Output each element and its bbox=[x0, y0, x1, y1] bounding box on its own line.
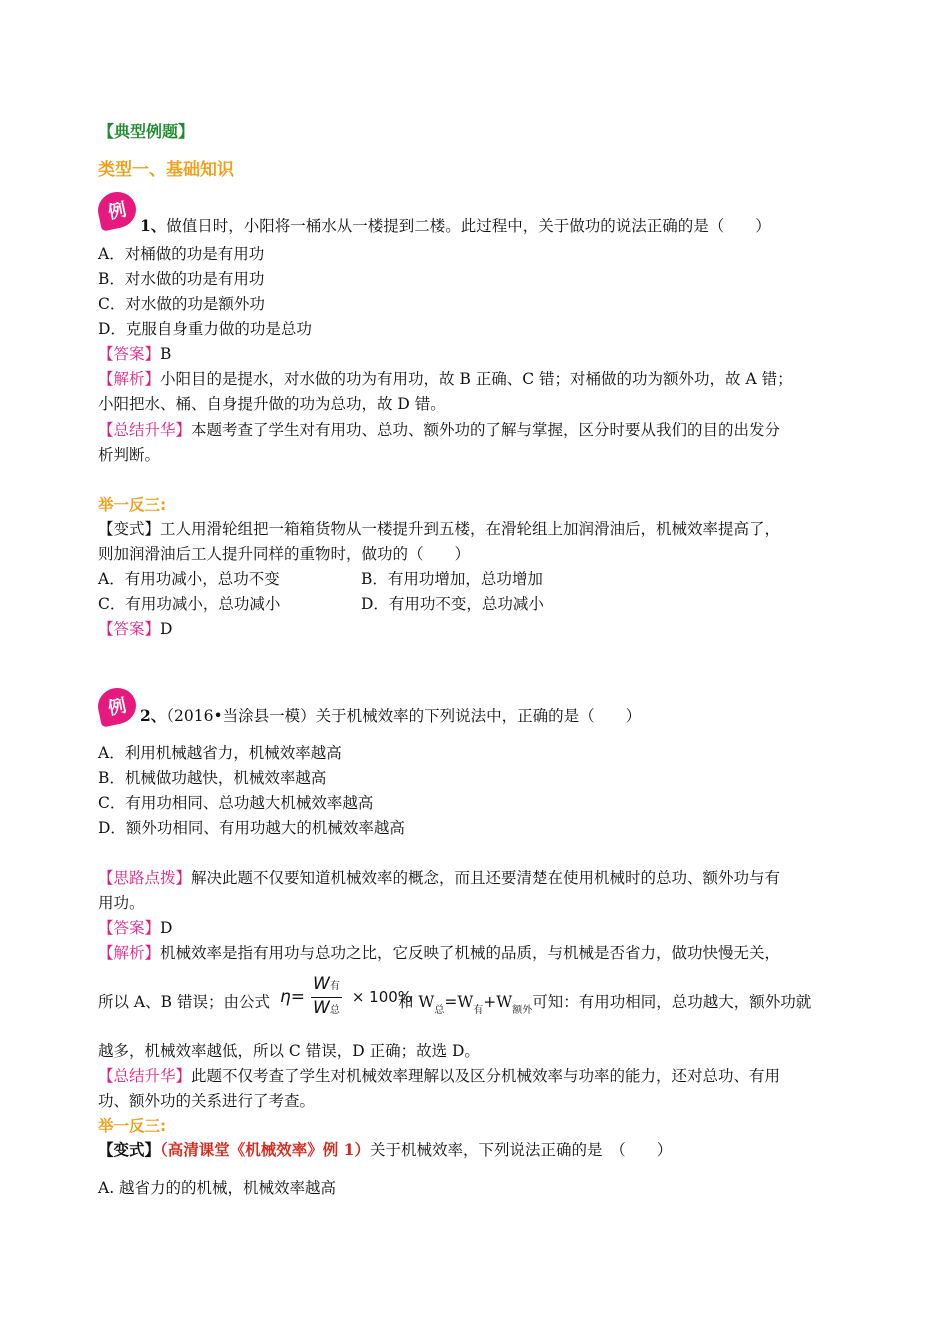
variant1-option-a: A．有用功减小，总功不变 bbox=[98, 570, 280, 588]
ex1-analysis-text-2: 小阳把水、桶、自身提升做的功为总功，故 D 错。 bbox=[98, 395, 446, 413]
variant2-label: 【变式】 bbox=[98, 1140, 161, 1159]
ex2-answer-label: 【答案】 bbox=[98, 919, 161, 937]
ex1-analysis bbox=[98, 367, 793, 417]
ex2-hint-text-2: 用功。 bbox=[98, 894, 145, 912]
ex2-analysis-text-2a: 所以 A、B 错误；由公式 bbox=[98, 993, 270, 1011]
ex1-option-c: C．对水做的功是额外功 bbox=[98, 295, 265, 313]
ex1-summary bbox=[98, 418, 780, 468]
ex2-question-text: （2016•当涂县一模）关于机械效率的下列说法中，正确的是（ ） bbox=[166, 707, 642, 725]
variant1-label: 【变式】 bbox=[98, 520, 161, 538]
variant1-option-c: C．有用功减小，总功减小 bbox=[98, 595, 281, 613]
ex2-analysis-text-2b: 和 W bbox=[398, 993, 435, 1011]
ex2-analysis-line-2 bbox=[398, 990, 812, 1016]
formula-numerator-sub: 有 bbox=[329, 980, 340, 992]
ex1-summary-text-2: 析判断。 bbox=[98, 446, 161, 464]
ex1-option-a: A．对桶做的功是有用功 bbox=[98, 245, 265, 263]
variant1-question bbox=[98, 517, 780, 567]
formula-numerator: W bbox=[313, 973, 330, 994]
plus-sign: +W bbox=[483, 993, 513, 1011]
ex2-analysis-text-2c: 可知：有用功相同，总功越大，额外功就 bbox=[532, 993, 812, 1011]
efficiency-formula bbox=[280, 972, 412, 1022]
variant1-text-2: 则加润滑油后工人提升同样的重物时，做功的（ ） bbox=[98, 545, 471, 563]
example-badge-icon: 例 bbox=[95, 188, 140, 231]
ex2-answer bbox=[98, 916, 172, 938]
variant2-source: （高清课堂《机械效率》例 1） bbox=[160, 1140, 370, 1159]
variant1-option-d: D．有用功不变，总功减小 bbox=[361, 595, 544, 613]
ex2-summary-text-1: 此题不仅考查了学生对机械效率理解以及区分机械效率与功率的能力，还对总功、有用 bbox=[191, 1067, 781, 1085]
variant1-option-b: B．有用功增加，总功增加 bbox=[361, 570, 543, 588]
ex1-answer-label: 【答案】 bbox=[98, 345, 161, 363]
ex1-option-b: B．对水做的功是有用功 bbox=[98, 270, 265, 288]
variant1-heading: 举一反三: bbox=[98, 496, 167, 514]
ex2-analysis-label: 【解析】 bbox=[98, 944, 161, 962]
ex2-option-b: B．机械做功越快，机械效率越高 bbox=[98, 769, 327, 787]
ex1-question bbox=[140, 214, 771, 236]
ex2-analysis-text-1: 机械效率是指有用功与总功之比，它反映了机械的品质，与机械是否省力，做功快慢无关， bbox=[160, 944, 781, 962]
example-badge-icon: 例 bbox=[95, 684, 140, 727]
ex1-answer-value: B bbox=[160, 345, 172, 363]
variant2-option-a: A. 越省力的的机械，机械效率越高 bbox=[98, 1179, 337, 1197]
variant1-answer-label: 【答案】 bbox=[98, 620, 161, 638]
ex1-question-text: 做值日时，小阳将一桶水从一楼提到二楼。此过程中，关于做功的说法正确的是（ ） bbox=[166, 217, 771, 235]
ex1-answer bbox=[98, 342, 171, 364]
ex1-summary-label: 【总结升华】 bbox=[98, 421, 192, 439]
ex1-analysis-text-1: 小阳目的是提水，对水做的功为有用功，故 B 正确、C 错；对桶做的功为额外功，故 A 错； bbox=[160, 370, 793, 388]
formula-fraction bbox=[311, 974, 342, 1021]
ex1-summary-text-1: 本题考查了学生对有用功、总功、额外功的了解与掌握，区分时要从我们的目的出发分 bbox=[191, 421, 781, 439]
ex2-hint-text-1: 解决此题不仅要知道机械效率的概念，而且还要清楚在使用机械时的总功、额外功与有 bbox=[191, 869, 781, 887]
ex2-summary-label: 【总结升华】 bbox=[98, 1067, 192, 1085]
ex2-analysis-text-3: 越多，机械效率越低，所以 C 错误，D 正确；故选 D。 bbox=[98, 1042, 480, 1060]
ex2-summary-text-2: 功、额外功的关系进行了考查。 bbox=[98, 1092, 316, 1110]
type-title: 类型一、基础知识 bbox=[98, 160, 234, 180]
sub-extra: 额外 bbox=[512, 1005, 533, 1016]
ex2-option-c: C．有用功相同、总功越大机械效率越高 bbox=[98, 794, 374, 812]
ex2-question bbox=[140, 704, 641, 726]
ex2-answer-value: D bbox=[160, 919, 173, 937]
formula-denominator: W bbox=[313, 997, 330, 1018]
variant2-heading: 举一反三: bbox=[98, 1117, 167, 1135]
ex1-option-d: D．克服自身重力做的功是总功 bbox=[98, 320, 312, 338]
ex2-hint-label: 【思路点拨】 bbox=[98, 869, 192, 887]
ex1-analysis-label: 【解析】 bbox=[98, 370, 161, 388]
variant2-text: 关于机械效率，下列说法正确的是 （ ） bbox=[369, 1141, 673, 1159]
ex1-options bbox=[98, 242, 312, 342]
ex2-analysis-line-1 bbox=[98, 941, 780, 963]
variant1-answer-value: D bbox=[160, 620, 173, 638]
ex1-number: 1、 bbox=[140, 216, 167, 235]
variant1-text-1: 工人用滑轮组把一箱箱货物从一楼提升到五楼，在滑轮组上加润滑油后，机械效率提高了， bbox=[160, 520, 781, 538]
section-label: 【典型例题】 bbox=[98, 122, 195, 141]
variant1-answer bbox=[98, 617, 172, 639]
formula-eta: η= bbox=[280, 987, 306, 1007]
ex2-hint bbox=[98, 866, 780, 916]
ex2-option-d: D．额外功相同、有用功越大的机械效率越高 bbox=[98, 819, 405, 837]
variant2-question bbox=[98, 1138, 672, 1160]
formula-tail: × 100% bbox=[351, 988, 413, 1006]
ex2-number: 2、 bbox=[140, 706, 167, 725]
ex2-summary bbox=[98, 1064, 780, 1114]
ex2-option-a: A．利用机械越省力，机械效率越高 bbox=[98, 744, 342, 762]
eq-sign: =W bbox=[444, 993, 474, 1011]
formula-denominator-sub: 总 bbox=[329, 1004, 340, 1016]
ex2-options bbox=[98, 741, 405, 841]
sub-total: 总 bbox=[434, 1005, 445, 1016]
sub-useful: 有 bbox=[473, 1005, 484, 1016]
